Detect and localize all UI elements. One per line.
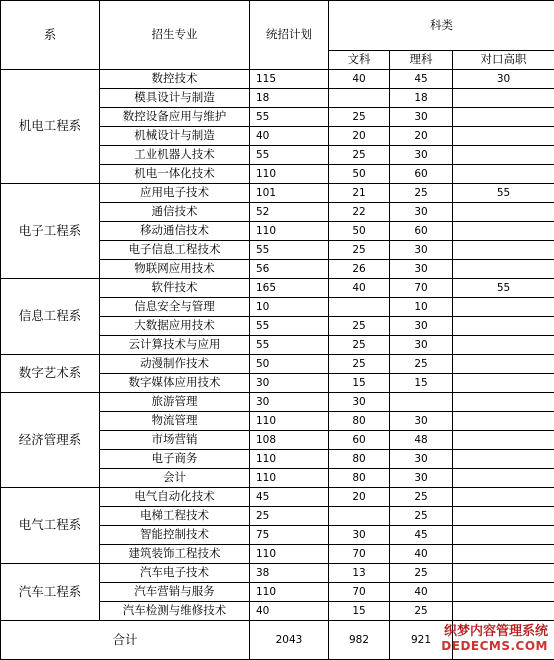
plan-cell: 110: [250, 412, 329, 431]
vocational-cell: 30: [453, 70, 554, 89]
dept-cell: 电子工程系: [1, 184, 100, 279]
major-cell: 机械设计与制造: [100, 127, 250, 146]
vocational-cell: [453, 374, 554, 393]
arts-cell: 40: [329, 70, 390, 89]
plan-cell: 55: [250, 317, 329, 336]
dept-cell: 信息工程系: [1, 279, 100, 355]
vocational-cell: [453, 165, 554, 184]
science-cell: 15: [390, 374, 453, 393]
plan-cell: 30: [250, 393, 329, 412]
arts-cell: 25: [329, 146, 390, 165]
science-cell: 48: [390, 431, 453, 450]
plan-cell: 55: [250, 241, 329, 260]
major-cell: 数控技术: [100, 70, 250, 89]
watermark-url: DEDECMS.COM: [441, 639, 548, 653]
arts-cell: 70: [329, 545, 390, 564]
plan-cell: 75: [250, 526, 329, 545]
major-cell: 物联网应用技术: [100, 260, 250, 279]
total-plan: 2043: [250, 621, 329, 660]
major-cell: 通信技术: [100, 203, 250, 222]
major-cell: 工业机器人技术: [100, 146, 250, 165]
arts-cell: 20: [329, 127, 390, 146]
science-cell: 30: [390, 336, 453, 355]
arts-cell: 25: [329, 317, 390, 336]
arts-cell: [329, 298, 390, 317]
science-cell: 25: [390, 564, 453, 583]
science-cell: 30: [390, 412, 453, 431]
header-dept: 系: [1, 1, 100, 70]
science-cell: 70: [390, 279, 453, 298]
vocational-cell: [453, 450, 554, 469]
plan-cell: 52: [250, 203, 329, 222]
arts-cell: [329, 507, 390, 526]
vocational-cell: [453, 602, 554, 621]
major-cell: 汽车电子技术: [100, 564, 250, 583]
header-vocational: 对口高职: [453, 51, 554, 70]
arts-cell: 40: [329, 279, 390, 298]
arts-cell: 15: [329, 602, 390, 621]
major-cell: 应用电子技术: [100, 184, 250, 203]
plan-cell: 40: [250, 127, 329, 146]
vocational-cell: [453, 564, 554, 583]
major-cell: 汽车检测与维修技术: [100, 602, 250, 621]
plan-cell: 55: [250, 146, 329, 165]
plan-cell: 45: [250, 488, 329, 507]
plan-cell: 18: [250, 89, 329, 108]
arts-cell: 70: [329, 583, 390, 602]
major-cell: 物流管理: [100, 412, 250, 431]
science-cell: 40: [390, 545, 453, 564]
arts-cell: 21: [329, 184, 390, 203]
vocational-cell: [453, 241, 554, 260]
plan-cell: 25: [250, 507, 329, 526]
vocational-cell: [453, 545, 554, 564]
science-cell: 18: [390, 89, 453, 108]
science-cell: 30: [390, 469, 453, 488]
science-cell: 30: [390, 241, 453, 260]
major-cell: 云计算技术与应用: [100, 336, 250, 355]
science-cell: 25: [390, 507, 453, 526]
plan-cell: 101: [250, 184, 329, 203]
dept-cell: 经济管理系: [1, 393, 100, 488]
table-row: [1, 488, 554, 507]
science-cell: 10: [390, 298, 453, 317]
vocational-cell: [453, 355, 554, 374]
dept-cell: 电气工程系: [1, 488, 100, 564]
watermark: [441, 620, 548, 653]
science-cell: 25: [390, 488, 453, 507]
science-cell: 30: [390, 146, 453, 165]
major-cell: 软件技术: [100, 279, 250, 298]
vocational-cell: [453, 260, 554, 279]
science-cell: 30: [390, 260, 453, 279]
plan-cell: 110: [250, 450, 329, 469]
total-arts: 982: [329, 621, 390, 660]
vocational-cell: [453, 127, 554, 146]
vocational-cell: [453, 108, 554, 127]
major-cell: 数字媒体应用技术: [100, 374, 250, 393]
major-cell: 机电一体化技术: [100, 165, 250, 184]
vocational-cell: [453, 89, 554, 108]
science-cell: 25: [390, 602, 453, 621]
major-cell: 电子商务: [100, 450, 250, 469]
major-cell: 市场营销: [100, 431, 250, 450]
header-category: 科类: [329, 1, 554, 51]
vocational-cell: [453, 317, 554, 336]
major-cell: 移动通信技术: [100, 222, 250, 241]
plan-cell: 38: [250, 564, 329, 583]
arts-cell: 13: [329, 564, 390, 583]
science-cell: 60: [390, 222, 453, 241]
plan-cell: 50: [250, 355, 329, 374]
science-cell: 20: [390, 127, 453, 146]
major-cell: 电子信息工程技术: [100, 241, 250, 260]
arts-cell: [329, 89, 390, 108]
vocational-cell: [453, 431, 554, 450]
science-cell: 30: [390, 450, 453, 469]
dept-cell: 机电工程系: [1, 70, 100, 184]
vocational-cell: [453, 203, 554, 222]
plan-cell: 40: [250, 602, 329, 621]
science-cell: 40: [390, 583, 453, 602]
plan-cell: 110: [250, 545, 329, 564]
major-cell: 模具设计与制造: [100, 89, 250, 108]
vocational-cell: [453, 222, 554, 241]
plan-cell: 10: [250, 298, 329, 317]
plan-cell: 55: [250, 108, 329, 127]
arts-cell: 30: [329, 393, 390, 412]
dept-cell: 数字艺术系: [1, 355, 100, 393]
watermark-title: 织梦内容管理系统: [441, 620, 548, 639]
vocational-cell: [453, 469, 554, 488]
vocational-cell: 55: [453, 184, 554, 203]
science-cell: 30: [390, 203, 453, 222]
vocational-cell: [453, 298, 554, 317]
major-cell: 建筑装饰工程技术: [100, 545, 250, 564]
major-cell: 电梯工程技术: [100, 507, 250, 526]
arts-cell: 15: [329, 374, 390, 393]
science-cell: 45: [390, 526, 453, 545]
table-row: [1, 184, 554, 203]
science-cell: 60: [390, 165, 453, 184]
header-plan: 统招计划: [250, 1, 329, 70]
major-cell: 会计: [100, 469, 250, 488]
major-cell: 电气自动化技术: [100, 488, 250, 507]
major-cell: 智能控制技术: [100, 526, 250, 545]
vocational-cell: [453, 488, 554, 507]
science-cell: 25: [390, 355, 453, 374]
vocational-cell: [453, 393, 554, 412]
total-science: 921: [390, 621, 453, 660]
vocational-cell: [453, 526, 554, 545]
plan-cell: 55: [250, 336, 329, 355]
vocational-cell: 55: [453, 279, 554, 298]
table-row: [1, 70, 554, 89]
table-row: [1, 564, 554, 583]
major-cell: 大数据应用技术: [100, 317, 250, 336]
dept-cell: 汽车工程系: [1, 564, 100, 621]
science-cell: [390, 393, 453, 412]
major-cell: 旅游管理: [100, 393, 250, 412]
table-row: [1, 393, 554, 412]
plan-cell: 56: [250, 260, 329, 279]
major-cell: 汽车营销与服务: [100, 583, 250, 602]
arts-cell: 80: [329, 450, 390, 469]
major-cell: 信息安全与管理: [100, 298, 250, 317]
vocational-cell: [453, 583, 554, 602]
plan-cell: 165: [250, 279, 329, 298]
plan-cell: 110: [250, 469, 329, 488]
vocational-cell: [453, 507, 554, 526]
vocational-cell: [453, 412, 554, 431]
science-cell: 45: [390, 70, 453, 89]
arts-cell: 50: [329, 165, 390, 184]
header-arts: 文科: [329, 51, 390, 70]
arts-cell: 30: [329, 526, 390, 545]
plan-cell: 110: [250, 165, 329, 184]
science-cell: 25: [390, 184, 453, 203]
arts-cell: 80: [329, 412, 390, 431]
arts-cell: 50: [329, 222, 390, 241]
major-cell: 动漫制作技术: [100, 355, 250, 374]
arts-cell: 25: [329, 108, 390, 127]
science-cell: 30: [390, 317, 453, 336]
arts-cell: 26: [329, 260, 390, 279]
table-row: [1, 279, 554, 298]
header-major: 招生专业: [100, 1, 250, 70]
arts-cell: 25: [329, 241, 390, 260]
plan-cell: 110: [250, 222, 329, 241]
science-cell: 30: [390, 108, 453, 127]
plan-cell: 110: [250, 583, 329, 602]
header-science: 理科: [390, 51, 453, 70]
total-label: 合计: [1, 621, 250, 660]
vocational-cell: [453, 336, 554, 355]
plan-cell: 108: [250, 431, 329, 450]
arts-cell: 80: [329, 469, 390, 488]
arts-cell: 60: [329, 431, 390, 450]
plan-cell: 30: [250, 374, 329, 393]
arts-cell: 22: [329, 203, 390, 222]
major-cell: 数控设备应用与维护: [100, 108, 250, 127]
arts-cell: 20: [329, 488, 390, 507]
arts-cell: 25: [329, 336, 390, 355]
header-row: [1, 1, 554, 51]
arts-cell: 25: [329, 355, 390, 374]
plan-cell: 115: [250, 70, 329, 89]
vocational-cell: [453, 146, 554, 165]
table-row: [1, 355, 554, 374]
